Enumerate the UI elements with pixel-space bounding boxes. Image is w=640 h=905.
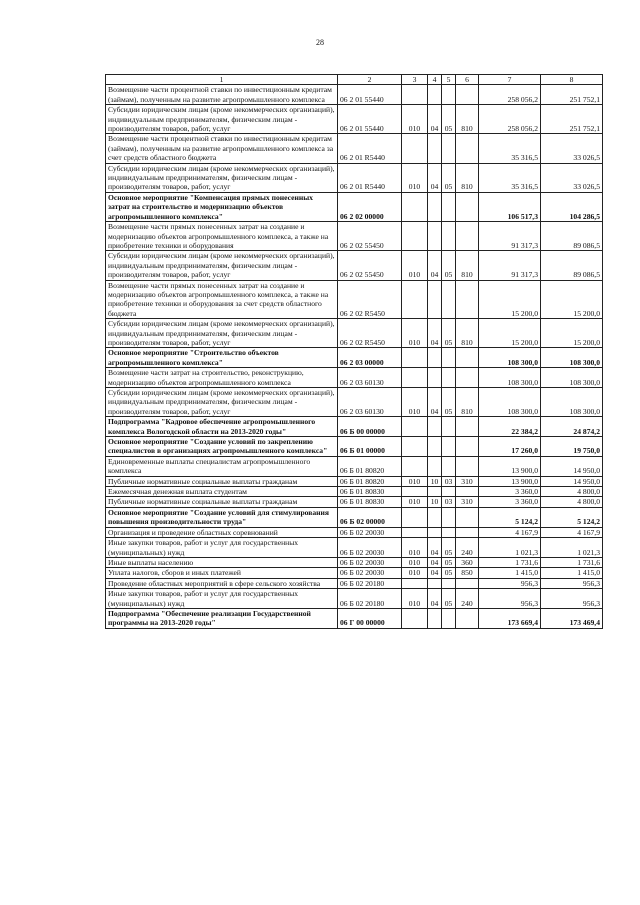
row-subsection [442, 608, 456, 628]
row-expense-type [456, 222, 479, 251]
row-expense-type: 310 [456, 476, 479, 486]
row-expense-type [456, 456, 479, 476]
row-name: Возмещение части процентной ставки по инвестиционным кредитам (займам), полученным на развитие агропромышленного комплекса за счет средств областного бюджета [106, 134, 338, 163]
row-code: 06 2 02 55450 [338, 222, 402, 251]
row-code: 06 Б 00 00000 [338, 417, 402, 437]
row-subsection [442, 134, 456, 163]
row-subsection [442, 192, 456, 221]
row-value-2020: 15 200,0 [541, 280, 603, 319]
row-value-2019: 15 200,0 [479, 319, 541, 348]
row-subsection: 05 [442, 557, 456, 567]
row-code: 06 2 01 R5440 [338, 134, 402, 163]
row-grbs [402, 417, 428, 437]
row-value-2019: 173 669,4 [479, 608, 541, 628]
row-value-2019: 1 731,6 [479, 557, 541, 567]
row-section [428, 222, 442, 251]
row-name: Возмещение части затрат на строительство, реконструкцию, модернизацию объектов агропромышленного комплекса [106, 368, 338, 388]
row-grbs [402, 437, 428, 457]
row-value-2020: 4 167,9 [541, 527, 603, 537]
row-name: Основное мероприятие "Строительство объектов агропромышленного комплекса" [106, 348, 338, 368]
header-cell: 3 [402, 75, 428, 85]
header-cell: 6 [456, 75, 479, 85]
row-subsection [442, 456, 456, 476]
row-name: Основное мероприятие "Создание условий для стимулирования повышения производительности труда" [106, 507, 338, 527]
row-name: Субсидии юридическим лицам (кроме некоммерческих организаций), индивидуальным предпринимателям, физическим лицам - производителям товаров, работ, услуг [106, 388, 338, 417]
row-section: 04 [428, 388, 442, 417]
row-value-2020: 1 021,3 [541, 538, 603, 558]
row-value-2019: 1 021,3 [479, 538, 541, 558]
row-section: 10 [428, 476, 442, 486]
table-row [106, 608, 603, 628]
table-row [106, 222, 603, 251]
row-grbs: 010 [402, 105, 428, 134]
row-expense-type [456, 507, 479, 527]
row-expense-type: 810 [456, 319, 479, 348]
table-row [106, 251, 603, 280]
header-cell: 4 [428, 75, 442, 85]
row-code: 06 Б 02 20180 [338, 589, 402, 609]
row-name: Проведение областных мероприятий в сфере сельского хозяйства [106, 578, 338, 588]
row-code: 06 2 02 00000 [338, 192, 402, 221]
header-cell: 2 [338, 75, 402, 85]
table-row [106, 589, 603, 609]
header-cell: 5 [442, 75, 456, 85]
row-section [428, 578, 442, 588]
row-value-2020: 24 874,2 [541, 417, 603, 437]
table-row [106, 557, 603, 567]
row-name: Возмещение части прямых понесенных затрат на создание и модернизацию объектов агропромышленного комплекса, а также на приобретение техники и оборудования [106, 222, 338, 251]
row-section [428, 487, 442, 497]
row-expense-type [456, 348, 479, 368]
row-value-2019: 5 124,2 [479, 507, 541, 527]
row-subsection: 05 [442, 388, 456, 417]
row-value-2019: 258 056,2 [479, 85, 541, 105]
row-expense-type: 810 [456, 105, 479, 134]
row-value-2020: 173 469,4 [541, 608, 603, 628]
table-row [106, 578, 603, 588]
row-value-2020: 89 086,5 [541, 251, 603, 280]
row-value-2019: 17 260,0 [479, 437, 541, 457]
row-expense-type [456, 578, 479, 588]
row-grbs: 010 [402, 568, 428, 578]
row-grbs [402, 134, 428, 163]
row-grbs [402, 527, 428, 537]
row-name: Подпрограмма "Обеспечение реализации Государственной программы на 2013-2020 годы" [106, 608, 338, 628]
table-row [106, 85, 603, 105]
row-name: Уплата налогов, сборов и иных платежей [106, 568, 338, 578]
row-subsection [442, 368, 456, 388]
row-code: 06 Б 01 80830 [338, 497, 402, 507]
row-code: 06 2 03 60130 [338, 368, 402, 388]
row-name: Ежемесячная денежная выплата студентам [106, 487, 338, 497]
row-section: 04 [428, 589, 442, 609]
row-value-2019: 258 056,2 [479, 105, 541, 134]
row-name: Публичные нормативные социальные выплаты гражданам [106, 476, 338, 486]
row-section [428, 456, 442, 476]
table-row [106, 507, 603, 527]
row-value-2020: 15 200,0 [541, 319, 603, 348]
row-value-2019: 108 300,0 [479, 368, 541, 388]
row-expense-type: 810 [456, 251, 479, 280]
row-value-2020: 5 124,2 [541, 507, 603, 527]
row-value-2020: 956,3 [541, 578, 603, 588]
table-row [106, 348, 603, 368]
row-section: 04 [428, 105, 442, 134]
row-code: 06 Б 02 20030 [338, 527, 402, 537]
row-value-2020: 4 800,0 [541, 487, 603, 497]
row-section [428, 85, 442, 105]
row-subsection: 03 [442, 476, 456, 486]
row-value-2019: 3 360,0 [479, 487, 541, 497]
row-value-2019: 13 900,0 [479, 456, 541, 476]
table-row [106, 134, 603, 163]
row-value-2020: 89 086,5 [541, 222, 603, 251]
header-cell: 1 [106, 75, 338, 85]
row-value-2020: 14 950,0 [541, 456, 603, 476]
row-code: 06 Б 01 80820 [338, 476, 402, 486]
table-header-row [106, 75, 603, 85]
row-section [428, 368, 442, 388]
row-section [428, 417, 442, 437]
row-expense-type: 310 [456, 497, 479, 507]
row-expense-type [456, 487, 479, 497]
row-value-2020: 4 800,0 [541, 497, 603, 507]
row-grbs [402, 85, 428, 105]
row-subsection: 05 [442, 568, 456, 578]
row-code: 06 Б 02 20180 [338, 578, 402, 588]
row-grbs [402, 368, 428, 388]
row-section [428, 437, 442, 457]
row-value-2020: 956,3 [541, 589, 603, 609]
row-subsection [442, 222, 456, 251]
row-value-2020: 108 300,0 [541, 348, 603, 368]
row-grbs: 010 [402, 163, 428, 192]
row-expense-type: 810 [456, 388, 479, 417]
row-name: Основное мероприятие "Создание условий по закреплению специалистов в организациях агропромышленного комплекса" [106, 437, 338, 457]
row-name: Субсидии юридическим лицам (кроме некоммерческих организаций), индивидуальным предпринимателям, физическим лицам - производителям товаров, работ, услуг [106, 319, 338, 348]
row-value-2020: 108 300,0 [541, 368, 603, 388]
row-expense-type: 810 [456, 163, 479, 192]
row-code: 06 2 01 55440 [338, 105, 402, 134]
row-grbs: 010 [402, 497, 428, 507]
row-code: 06 Б 01 00000 [338, 437, 402, 457]
table-row [106, 388, 603, 417]
row-name: Единовременные выплаты специалистам агропромышленного комплекса [106, 456, 338, 476]
row-subsection [442, 578, 456, 588]
row-grbs: 010 [402, 538, 428, 558]
row-value-2020: 251 752,1 [541, 85, 603, 105]
row-grbs: 010 [402, 476, 428, 486]
row-section: 04 [428, 538, 442, 558]
row-code: 06 2 03 60130 [338, 388, 402, 417]
row-code: 06 Г 00 00000 [338, 608, 402, 628]
row-section: 04 [428, 251, 442, 280]
row-grbs: 010 [402, 251, 428, 280]
row-value-2019: 35 316,5 [479, 163, 541, 192]
row-grbs [402, 487, 428, 497]
row-section [428, 507, 442, 527]
row-grbs [402, 578, 428, 588]
row-expense-type: 850 [456, 568, 479, 578]
row-code: 06 2 01 R5440 [338, 163, 402, 192]
row-code: 06 2 03 00000 [338, 348, 402, 368]
row-code: 06 Б 01 80820 [338, 456, 402, 476]
table-row [106, 538, 603, 558]
row-grbs [402, 280, 428, 319]
row-code: 06 Б 02 00000 [338, 507, 402, 527]
table-row [106, 417, 603, 437]
table-row [106, 476, 603, 486]
table-row [106, 105, 603, 134]
row-expense-type [456, 85, 479, 105]
row-name: Организация и проведение областных соревнований [106, 527, 338, 537]
row-subsection: 05 [442, 538, 456, 558]
table-row [106, 487, 603, 497]
row-code: 06 Б 02 20030 [338, 538, 402, 558]
row-code: 06 2 02 R5450 [338, 319, 402, 348]
row-section: 04 [428, 557, 442, 567]
row-grbs: 010 [402, 388, 428, 417]
row-value-2019: 956,3 [479, 589, 541, 609]
row-section [428, 280, 442, 319]
row-subsection [442, 417, 456, 437]
row-section: 04 [428, 163, 442, 192]
row-subsection: 05 [442, 163, 456, 192]
page-number: 28 [316, 38, 324, 47]
row-subsection [442, 85, 456, 105]
row-subsection: 05 [442, 319, 456, 348]
table-row [106, 280, 603, 319]
row-value-2020: 1 731,6 [541, 557, 603, 567]
table-row [106, 568, 603, 578]
row-value-2019: 1 415,0 [479, 568, 541, 578]
row-value-2019: 956,3 [479, 578, 541, 588]
row-grbs: 010 [402, 589, 428, 609]
row-expense-type [456, 608, 479, 628]
row-expense-type [456, 134, 479, 163]
row-subsection: 03 [442, 497, 456, 507]
row-value-2019: 3 360,0 [479, 497, 541, 507]
row-grbs: 010 [402, 319, 428, 348]
table-row [106, 527, 603, 537]
row-code: 06 Б 01 80830 [338, 487, 402, 497]
row-expense-type [456, 437, 479, 457]
row-value-2019: 22 384,2 [479, 417, 541, 437]
header-cell: 7 [479, 75, 541, 85]
budget-table [105, 74, 603, 629]
row-value-2019: 15 200,0 [479, 280, 541, 319]
row-subsection [442, 527, 456, 537]
row-value-2020: 33 026,5 [541, 163, 603, 192]
row-grbs: 010 [402, 557, 428, 567]
row-name: Иные выплаты населению [106, 557, 338, 567]
row-name: Публичные нормативные социальные выплаты гражданам [106, 497, 338, 507]
table-row [106, 192, 603, 221]
table-row [106, 456, 603, 476]
row-name: Иные закупки товаров, работ и услуг для государственных (муниципальных) нужд [106, 538, 338, 558]
row-code: 06 2 02 55450 [338, 251, 402, 280]
row-code: 06 Б 02 20030 [338, 568, 402, 578]
row-expense-type [456, 280, 479, 319]
row-subsection [442, 437, 456, 457]
table-row [106, 163, 603, 192]
row-name: Субсидии юридическим лицам (кроме некоммерческих организаций), индивидуальным предпринимателям, физическим лицам - производителям товаров, работ, услуг [106, 163, 338, 192]
row-grbs [402, 608, 428, 628]
row-value-2020: 33 026,5 [541, 134, 603, 163]
table-row [106, 368, 603, 388]
row-value-2019: 4 167,9 [479, 527, 541, 537]
row-value-2019: 13 900,0 [479, 476, 541, 486]
table-row [106, 319, 603, 348]
row-section [428, 192, 442, 221]
row-expense-type [456, 417, 479, 437]
row-subsection [442, 507, 456, 527]
row-grbs [402, 456, 428, 476]
row-section: 10 [428, 497, 442, 507]
row-name: Субсидии юридическим лицам (кроме некоммерческих организаций), индивидуальным предпринимателям, физическим лицам - производителям товаров, работ, услуг [106, 251, 338, 280]
row-subsection [442, 280, 456, 319]
row-value-2019: 106 517,3 [479, 192, 541, 221]
row-value-2020: 251 752,1 [541, 105, 603, 134]
table-row [106, 497, 603, 507]
row-grbs [402, 348, 428, 368]
row-grbs [402, 507, 428, 527]
row-subsection: 05 [442, 589, 456, 609]
row-value-2019: 91 317,3 [479, 251, 541, 280]
row-name: Субсидии юридическим лицам (кроме некоммерческих организаций), индивидуальным предпринимателям, физическим лицам - производителям товаров, работ, услуг [106, 105, 338, 134]
row-expense-type: 360 [456, 557, 479, 567]
row-code: 06 2 01 55440 [338, 85, 402, 105]
row-section [428, 608, 442, 628]
row-value-2019: 35 316,5 [479, 134, 541, 163]
row-value-2019: 108 300,0 [479, 388, 541, 417]
row-value-2020: 108 300,0 [541, 388, 603, 417]
row-name: Возмещение части процентной ставки по инвестиционным кредитам (займам), полученным на развитие агропромышленного комплекса [106, 85, 338, 105]
row-subsection: 05 [442, 105, 456, 134]
header-cell: 8 [541, 75, 603, 85]
row-name: Возмещение части прямых понесенных затрат на создание и модернизацию объектов агропромышленного комплекса, а также на приобретение техники и оборудования за счет средств областного бюджета [106, 280, 338, 319]
row-expense-type [456, 192, 479, 221]
row-name: Иные закупки товаров, работ и услуг для государственных (муниципальных) нужд [106, 589, 338, 609]
row-expense-type: 240 [456, 589, 479, 609]
row-value-2019: 108 300,0 [479, 348, 541, 368]
row-value-2020: 104 286,5 [541, 192, 603, 221]
row-expense-type [456, 527, 479, 537]
table-row [106, 437, 603, 457]
row-expense-type: 240 [456, 538, 479, 558]
row-section [428, 348, 442, 368]
row-section [428, 527, 442, 537]
row-name: Подпрограмма "Кадровое обеспечение агропромышленного комплекса Вологодской области на 2013-2020 годы" [106, 417, 338, 437]
row-code: 06 Б 02 20030 [338, 557, 402, 567]
row-value-2020: 19 750,0 [541, 437, 603, 457]
row-code: 06 2 02 R5450 [338, 280, 402, 319]
row-subsection [442, 487, 456, 497]
row-section: 04 [428, 568, 442, 578]
row-grbs [402, 222, 428, 251]
row-value-2019: 91 317,3 [479, 222, 541, 251]
row-subsection [442, 348, 456, 368]
row-section: 04 [428, 319, 442, 348]
row-value-2020: 14 950,0 [541, 476, 603, 486]
row-section [428, 134, 442, 163]
row-subsection: 05 [442, 251, 456, 280]
row-grbs [402, 192, 428, 221]
row-name: Основное мероприятие "Компенсация прямых понесенных затрат на строительство и модернизацию объектов агропромышленного комплекса" [106, 192, 338, 221]
row-expense-type [456, 368, 479, 388]
row-value-2020: 1 415,0 [541, 568, 603, 578]
